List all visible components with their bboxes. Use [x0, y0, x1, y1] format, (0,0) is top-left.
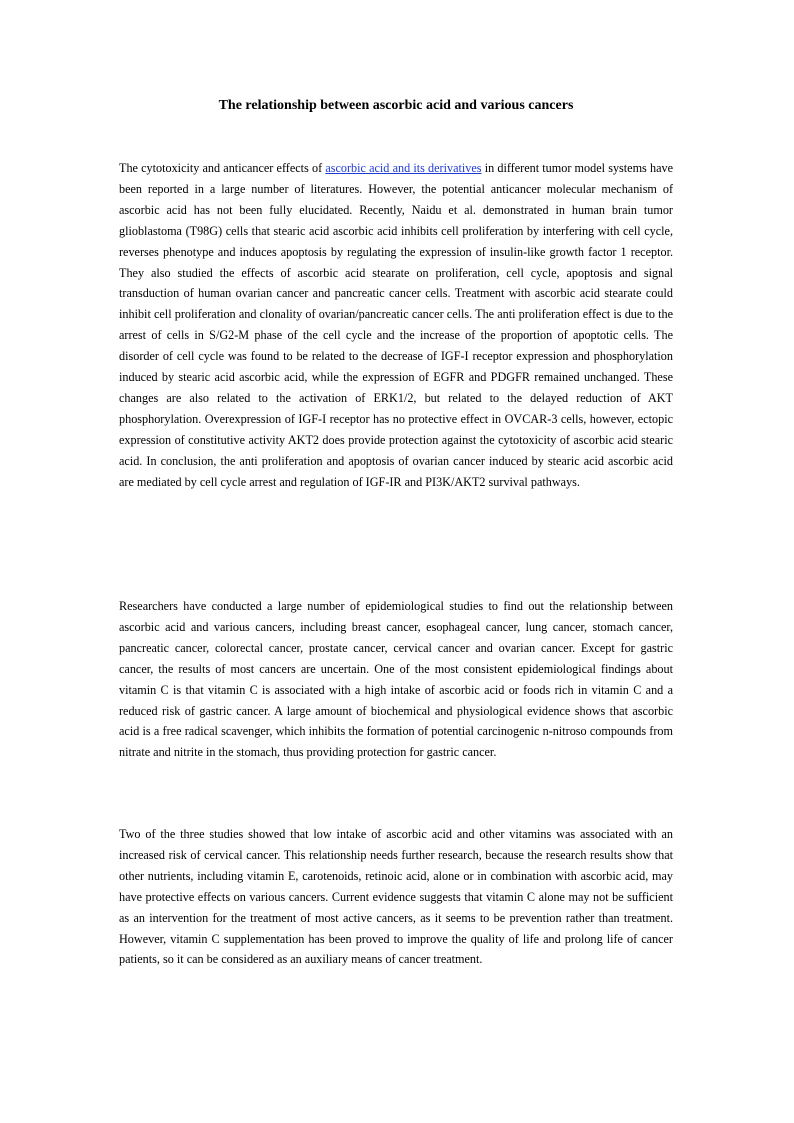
- paragraph-epidemiology: Researchers have conducted a large number of epidemiological studies to find out the relationship between ascorbic acid and various cancers, including breast cancer, esophageal cancer, lung cancer, stomach cancer, pancreatic cancer, colorectal cancer, prostate cancer, cervical cancer and ovarian cancer. Except for gastric cancer, the results of most cancers are uncertain. One of the most consistent epidemiological findings about vitamin C is that vitamin C is associated with a high intake of ascorbic acid or foods rich in vitamin C and a reduced risk of gastric cancer. A large amount of biochemical and physiological evidence shows that ascorbic acid is a free radical scavenger, which inhibits the formation of potential carcinogenic n-nitroso compounds from nitrate and nitrite in the stomach, thus providing protection for gastric cancer.: [119, 599, 673, 760]
- paragraph-intro: [119, 158, 673, 493]
- ascorbic-acid-derivatives-link[interactable]: ascorbic acid and its derivatives: [325, 161, 482, 175]
- paragraph-cervical-cancer: Two of the three studies showed that low intake of ascorbic acid and other vitamins was associated with an increased risk of cervical cancer. This relationship needs further research, because the research results show that other nutrients, including vitamin E, carotenoids, retinoic acid, alone or in combination with ascorbic acid, may have protective effects on various cancers. Current evidence suggests that vitamin C alone may not be sufficient as an intervention for the treatment of most active cancers, as it seems to be prevention rather than treatment. However, vitamin C supplementation has been proved to improve the quality of life and prolong life of cancer patients, so it can be considered as an auxiliary means of cancer treatment.: [119, 827, 673, 967]
- document-title: The relationship between ascorbic acid and various cancers: [218, 98, 574, 113]
- paragraph-intro-text-start: The cytotoxicity and anticancer effects of: [119, 161, 326, 175]
- paragraph-intro-text-end: in different tumor model systems have been reported in a large number of literatures. However, the potential anticancer molecular mechanism of ascorbic acid has not been fully elucidated. Recently, Naidu et al. demonstrated in human brain tumor glioblastoma (T98G) cells that stearic acid ascorbic acid inhibits cell proliferation by interfering with cell cycle, reverses phenotype and induces apoptosis by regulating the expression of insulin-like growth factor 1 receptor. They also studied the effects of ascorbic acid stearate on proliferation, cell cycle, apoptosis and signal transduction of human ovarian cancer and pancreatic cancer cells. Treatment with ascorbic acid stearate could inhibit cell proliferation and clonality of ovarian/pancreatic cancer cells. The anti proliferation effect is due to the arrest of cells in S/G2-M phase of the cell cycle and the increase of the proportion of apoptotic cells. The disorder of cell cycle was found to be related to the decrease of IGF-I receptor expression and phosphorylation induced by stearic acid ascorbic acid, while the expression of EGFR and PDGFR remained unchanged. These changes are also related to the activation of ERK1/2, but related to the delayed reduction of AKT phosphorylation. Overexpression of IGF-I receptor has no protective effect in OVCAR-3 cells, however, ectopic expression of constitutive activity AKT2 does provide protection against the cytotoxicity of ascorbic acid stearic acid. In conclusion, the anti proliferation and apoptosis of ovarian cancer induced by stearic acid ascorbic acid are mediated by cell cycle arrest and regulation of IGF-IR and PI3K/AKT2 survival pathways.: [119, 161, 673, 489]
